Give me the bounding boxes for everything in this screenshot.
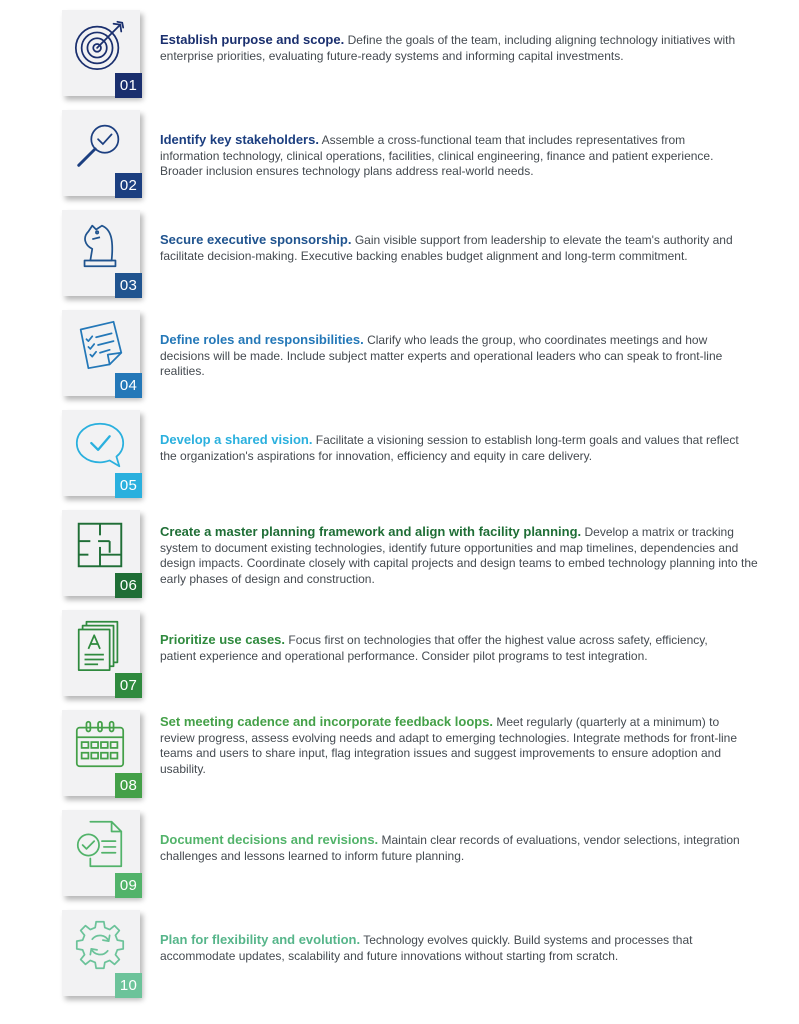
chess-knight-icon [71, 216, 129, 274]
step-tile [62, 710, 140, 796]
step-text [160, 332, 740, 380]
target-icon [71, 16, 129, 74]
step-text [160, 132, 740, 180]
step-01 [62, 10, 799, 102]
step-text [160, 232, 740, 264]
step-tile [62, 910, 140, 996]
step-title: Prioritize use cases. [160, 632, 286, 647]
step-number-badge: 04 [115, 373, 142, 398]
speech-bubble-check-icon [71, 416, 129, 474]
step-title: Create a master planning framework and align with facility planning. [160, 524, 582, 539]
step-number-badge: 03 [115, 273, 142, 298]
step-number-badge: 02 [115, 173, 142, 198]
calendar-icon [71, 716, 129, 774]
step-body: Focus first on technologies that offer the highest value across safety, efficiency, patient experience and operational performance. Consider pilot programs to test integration. [160, 633, 708, 663]
step-number-badge: 10 [115, 973, 142, 998]
step-number-badge: 05 [115, 473, 142, 498]
step-body: Meet regularly (quarterly at a minimum) to review progress, assess evolving needs and adapt to emerging technologies. Integrate methods for front-line teams and users to share input, flag integration issues and suggest improvements to ensure adoption and usability. [160, 715, 737, 776]
step-tile [62, 810, 140, 896]
step-text [160, 714, 740, 777]
step-title: Establish purpose and scope. [160, 32, 345, 47]
step-10 [62, 910, 799, 1002]
step-title: Define roles and responsibilities. [160, 332, 364, 347]
step-title: Identify key stakeholders. [160, 132, 319, 147]
floor-plan-icon [71, 516, 129, 574]
step-text [160, 432, 740, 464]
step-title: Secure executive sponsorship. [160, 232, 352, 247]
step-07 [62, 610, 799, 702]
step-body: Gain visible support from leadership to elevate the team's authority and facilitate decision-making. Executive backing enables budget alignment and long-term commitment. [160, 233, 733, 263]
step-04 [62, 310, 799, 402]
step-body: Assemble a cross-functional team that includes representatives from information technology, clinical operations, facilities, clinical engineering, finance and patient experience. Broader inclusion ensures technology plans address real-world needs. [160, 133, 714, 178]
step-text [160, 932, 740, 964]
step-number-badge: 06 [115, 573, 142, 598]
step-number-badge: 07 [115, 673, 142, 698]
step-body: Clarify who leads the group, who coordinates meetings and how decisions will be made. Include subject matter experts and operational leaders who can speak to front-line realities. [160, 333, 723, 378]
step-05 [62, 410, 799, 502]
step-08 [62, 710, 799, 802]
magnifier-check-icon [71, 116, 129, 174]
step-body: Maintain clear records of evaluations, vendor selections, integration challenges and lessons learned to inform future planning. [160, 833, 740, 863]
step-02 [62, 110, 799, 202]
step-number-badge: 01 [115, 73, 142, 98]
step-number-badge: 08 [115, 773, 142, 798]
step-tile [62, 510, 140, 596]
gear-cycle-icon [71, 916, 129, 974]
step-text [160, 832, 740, 864]
document-check-icon [71, 816, 129, 874]
step-body: Develop a matrix or tracking system to document existing technologies, identify future opportunities and map timelines, dependencies and design impacts. Coordinate closely with capital projects and design teams to embed technology planning into the early phases of design and construction. [160, 525, 758, 586]
step-tile [62, 410, 140, 496]
checklist-document-icon [71, 316, 129, 374]
step-body: Define the goals of the team, including aligning technology initiatives with enterprise priorities, evaluating future-ready systems and informing capital investments. [160, 33, 736, 63]
step-tile [62, 210, 140, 296]
step-text [160, 32, 740, 64]
step-number-badge: 09 [115, 873, 142, 898]
step-tile [62, 610, 140, 696]
step-body: Technology evolves quickly. Build systems and processes that accommodate updates, scalability and future innovations without starting from scratch. [160, 933, 693, 963]
step-title: Set meeting cadence and incorporate feedback loops. [160, 714, 494, 729]
step-06 [62, 510, 799, 602]
step-text [160, 524, 760, 587]
ranked-documents-icon [71, 616, 129, 674]
step-tile [62, 110, 140, 196]
step-tile [62, 310, 140, 396]
step-text [160, 632, 740, 664]
step-title: Document decisions and revisions. [160, 832, 379, 847]
step-tile [62, 10, 140, 96]
step-body: Facilitate a visioning session to establish long-term goals and values that reflect the organization's aspirations for innovation, efficiency and equity in care delivery. [160, 433, 739, 463]
step-title: Develop a shared vision. [160, 432, 313, 447]
step-09 [62, 810, 799, 902]
step-title: Plan for flexibility and evolution. [160, 932, 361, 947]
step-03 [62, 210, 799, 302]
